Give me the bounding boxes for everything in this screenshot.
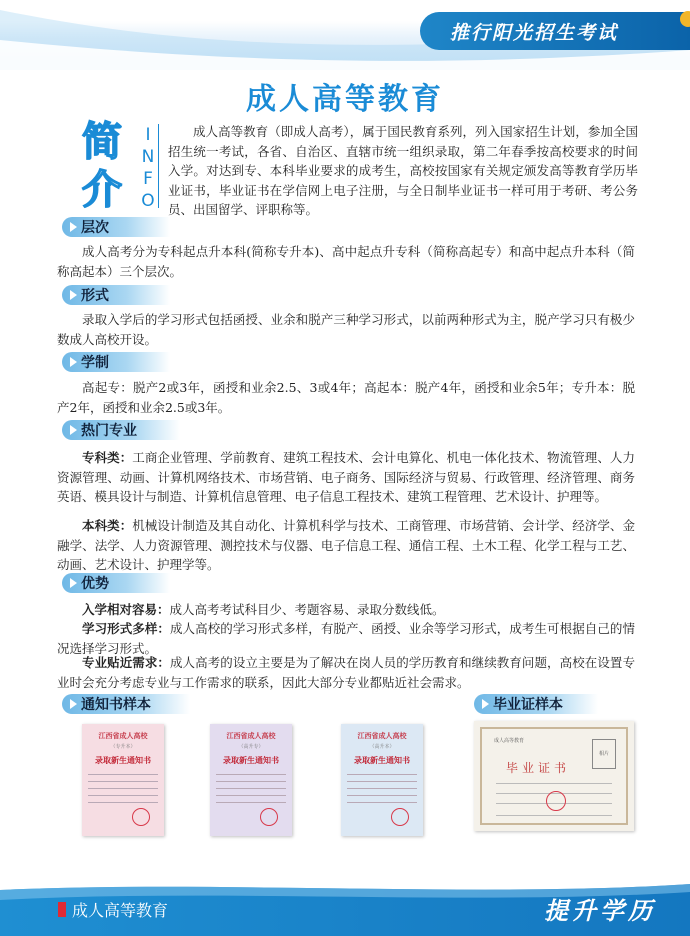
section-header-notice-sample	[62, 694, 190, 714]
sample-text-lines	[347, 774, 417, 803]
advantage-item	[57, 653, 635, 692]
info-letter: F	[143, 169, 153, 189]
info-letter: I	[145, 125, 151, 145]
advantage-item	[57, 600, 635, 620]
section-label: 层次	[81, 220, 109, 236]
section-label: 优势	[81, 576, 109, 592]
advantage-text: 成人高考的设立主要是为了解决在岗人员的学历教育和继续教育问题，高校在设置专业时会充分考虑专业与工作需求的联系，因此大部分专业都贴近社会需求。	[57, 655, 635, 690]
footer-red-square	[58, 902, 66, 917]
advantage-label: 学习形式多样：	[82, 621, 170, 636]
certificate-header: 成人高等教育	[494, 738, 525, 744]
top-dot-decoration	[680, 11, 690, 27]
triangle-icon	[70, 578, 77, 588]
sample-text-lines	[88, 774, 158, 803]
certificate-sample-image	[474, 721, 634, 831]
sample-type: （专升本）	[110, 744, 136, 750]
triangle-icon	[70, 290, 77, 300]
section-label: 毕业证样本	[493, 697, 563, 713]
triangle-icon	[70, 699, 77, 709]
sample-heading: 录取新生通知书	[354, 756, 410, 765]
footer-left-text: 成人高等教育	[72, 901, 169, 920]
notice-sample-image	[341, 724, 423, 836]
section-label: 形式	[81, 288, 109, 304]
seal-icon	[546, 791, 566, 811]
top-banner	[0, 0, 690, 70]
notice-sample-image	[210, 724, 292, 836]
seal-icon	[260, 808, 278, 826]
seal-icon	[132, 808, 150, 826]
intro-text: 成人高等教育（即成人高考），属于国民教育系列，列入国家招生计划，参加全国招生统一考试，各省、自治区、直辖市统一组织录取，第二年春季按高校要求的时间入学。对达到专、本科毕业要求的成考生，高校按国家有关规定颁发高等教育学历毕业证书，毕业证书在学信网上电子注册，与全日制毕业证书一样可用于考研、考公务员、出国留学、评职称等。	[168, 124, 638, 217]
triangle-icon	[70, 357, 77, 367]
advantage-label: 入学相对容易：	[82, 602, 170, 617]
majors-zhuanke-list: 工商企业管理、学前教育、建筑工程技术、会计电算化、机电一体化技术、物流管理、人力资源管理、动画、计算机网络技术、市场营销、电子商务、国际经济与贸易、行政管理、经济管理、商务英语、模具设计与制造、计算机信息管理、电子信息工程技术、建筑工程管理、艺术设计、护理等。	[57, 450, 635, 504]
triangle-icon	[70, 425, 77, 435]
sample-type: （高升本）	[369, 744, 395, 750]
certificate-border	[480, 727, 628, 825]
sample-text-lines	[216, 774, 286, 803]
majors-zhuanke-label: 专科类：	[82, 450, 133, 465]
section-header-majors	[62, 420, 180, 440]
section-header-advantages	[62, 573, 170, 593]
majors-benke-label: 本科类：	[82, 518, 133, 533]
info-letter: N	[141, 147, 155, 167]
certificate-title: 毕业证书	[505, 761, 570, 775]
triangle-icon	[70, 222, 77, 232]
sample-heading: 录取新生通知书	[223, 756, 279, 765]
section-label: 热门专业	[81, 423, 137, 439]
majors-benke-text	[57, 516, 635, 575]
section-label: 学制	[81, 355, 109, 371]
triangle-icon	[482, 699, 489, 709]
footer-slogan: 提升学历	[544, 897, 656, 925]
certificate-photo-box: 相片	[592, 739, 616, 769]
advantage-text: 成人高考考试科目少、考题容易、录取分数线低。	[169, 602, 445, 617]
sample-school: 江西省成人高校	[357, 732, 407, 740]
sample-school: 江西省成人高校	[226, 732, 276, 740]
section-header-cert-sample	[474, 694, 598, 714]
intro-heading: 简介	[82, 119, 122, 213]
section-label: 通知书样本	[81, 697, 151, 713]
duration-text: 高起专：脱产2或3年，函授和业余2.5、3或4年；高起本：脱产4年，函授和业余5年；专升本：脱产2年，函授和业余2.5或3年。	[57, 380, 635, 415]
seal-icon	[391, 808, 409, 826]
certificate-line	[496, 783, 612, 784]
intro-divider	[158, 124, 159, 208]
notice-sample-image	[82, 724, 164, 836]
forms-text: 录取入学后的学习形式包括函授、业余和脱产三种学习形式，以前两种形式为主，脱产学习只有极少数成人高校开设。	[57, 312, 635, 347]
sample-heading: 录取新生通知书	[95, 756, 151, 765]
section-header-duration	[62, 352, 170, 372]
page-title: 成人高等教育	[246, 82, 444, 117]
advantage-text: 成人高校的学习形式多样，有脱产、函授、业余等学习形式，成考生可根据自己的情况选择学习形式。	[57, 621, 635, 656]
sample-school: 江西省成人高校	[98, 732, 148, 740]
top-slogan-tag	[420, 12, 690, 50]
majors-zhuanke-text	[57, 448, 635, 507]
footer-band	[0, 876, 690, 936]
section-header-forms	[62, 285, 170, 305]
sample-type: （高升专）	[238, 744, 264, 750]
intro-info-letters	[140, 124, 156, 212]
levels-text: 成人高考分为专科起点升本科(简称专升本)、高中起点升专科（简称高起专）和高中起点升本科（简称高起本）三个层次。	[57, 244, 635, 279]
top-slogan: 推行阳光招生考试	[450, 21, 619, 44]
majors-benke-list: 机械设计制造及其自动化、计算机科学与技术、工商管理、市场营销、会计学、经济学、金融学、法学、人力资源管理、测控技术与仪器、电子信息工程、通信工程、土木工程、化学工程与工艺、动画、艺术设计、护理学等。	[57, 518, 635, 572]
advantage-label: 专业贴近需求：	[82, 655, 170, 670]
info-letter: O	[141, 191, 155, 211]
certificate-line	[496, 815, 612, 816]
section-header-levels	[62, 217, 170, 237]
